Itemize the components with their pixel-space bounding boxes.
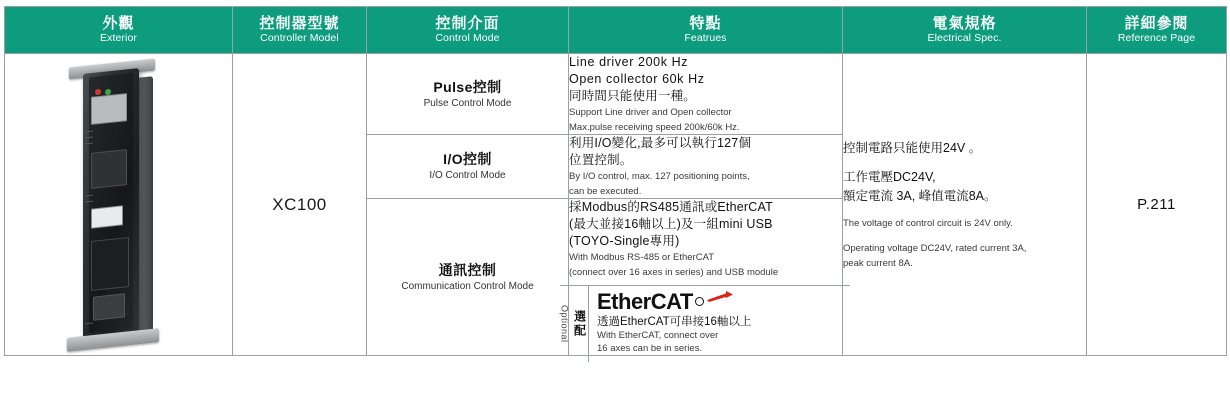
ethercat-detail <box>589 286 850 362</box>
connector-usb-port <box>91 205 123 228</box>
features-communication <box>559 199 843 356</box>
control-mode-pulse-en: Pulse Control Mode <box>423 97 512 109</box>
header-features-zh: 特點 <box>689 15 722 32</box>
control-mode-io-en: I/O Control Mode <box>429 170 506 181</box>
header-control-mode <box>367 7 569 54</box>
control-mode-pulse-zh: Pulse控制 <box>433 78 502 95</box>
features-io-line-2: 位置控制。 <box>569 153 633 167</box>
control-mode-communication <box>367 199 569 356</box>
table-row <box>5 54 1227 135</box>
control-mode-communication-en: Communication Control Mode <box>401 280 534 292</box>
exterior-image-cell <box>5 54 233 356</box>
features-pulse-line-2: Open collector 60k Hz <box>569 72 705 86</box>
header-exterior-zh: 外觀 <box>102 15 135 32</box>
ethercat-text-en-2: 16 axes can be in series. <box>597 342 703 354</box>
control-mode-communication-zh: 通訊控制 <box>438 261 497 278</box>
electrical-en-1: The voltage of control circuit is 24V only. <box>843 217 1013 229</box>
status-led-red-icon <box>95 88 101 95</box>
control-mode-pulse <box>367 54 569 135</box>
connector-power-port <box>93 293 125 320</box>
ethercat-logo-cat: CAT <box>650 289 693 314</box>
electrical-en-3: peak current 8A. <box>843 257 913 269</box>
controller-photo <box>39 55 199 355</box>
status-led-green-icon <box>105 88 111 95</box>
ethercat-arrows-icon <box>707 284 733 308</box>
features-pulse-line-3: 同時間只能使用一種。 <box>569 89 697 103</box>
header-exterior-en: Exterior <box>100 32 137 44</box>
controller-model-value: XC100 <box>233 54 367 356</box>
header-features <box>569 7 843 54</box>
header-exterior <box>5 7 233 54</box>
electrical-zh-3: 額定電流 3A, 峰值電流8A。 <box>843 188 997 203</box>
features-io-en-2: can be executed. <box>569 185 642 197</box>
electrical-spec-cell <box>843 54 1087 356</box>
connector-io-port <box>91 149 127 189</box>
reference-page-value[interactable]: P.211 <box>1087 54 1227 356</box>
features-pulse-en-1: Support Line driver and Open collector <box>569 107 732 118</box>
table-header-row <box>5 7 1227 54</box>
ethercat-logo <box>597 290 844 314</box>
header-control-mode-zh: 控制介面 <box>435 15 500 32</box>
header-electrical-spec-en: Electrical Spec. <box>927 32 1002 44</box>
header-reference-page <box>1087 7 1227 54</box>
ethercat-text-zh: 透過EtherCAT可串接16軸以上 <box>597 316 752 328</box>
optional-label-zh: 選配 <box>572 310 587 338</box>
header-controller-model-en: Controller Model <box>260 32 339 44</box>
features-comm-line-3: (TOYO-Single專用) <box>569 234 680 248</box>
electrical-zh-1: 控制電路只能使用24V 。 <box>843 140 982 155</box>
connector-terminal-block <box>91 93 127 125</box>
control-mode-io-zh: I/O控制 <box>443 151 492 167</box>
features-pulse <box>569 54 843 135</box>
features-comm-en-1: With Modbus RS-485 or EtherCAT <box>569 252 715 263</box>
controller-spec-table <box>4 6 1227 356</box>
ethercat-logo-dot-icon <box>695 297 704 306</box>
header-controller-model-zh: 控制器型號 <box>259 15 340 32</box>
header-reference-page-en: Reference Page <box>1117 32 1196 44</box>
ethercat-optional-box <box>560 285 850 362</box>
header-controller-model <box>233 7 367 54</box>
electrical-zh-2: 工作電壓DC24V, <box>843 169 936 184</box>
features-comm-line-2: (最大並接16軸以上)及一組mini USB <box>569 217 773 231</box>
ethercat-text-en-1: With EtherCAT, connect over <box>597 330 719 341</box>
features-pulse-line-1: Line driver 200k Hz <box>569 55 689 69</box>
ethercat-logo-ether: Ether <box>597 289 651 314</box>
electrical-en-2: Operating voltage DC24V, rated current 3A, <box>843 242 1027 254</box>
header-reference-page-zh: 詳細參閱 <box>1124 15 1189 32</box>
features-comm-line-1: 採Modbus的RS485通訊或EtherCAT <box>569 200 773 214</box>
features-io-line-1: 利用I/O變化,最多可以執行127個 <box>569 136 752 150</box>
connector-motor-port <box>91 237 129 291</box>
optional-label-vertical <box>560 286 589 362</box>
features-pulse-en-2: Max.pulse receiving speed 200k/60k Hz. <box>569 121 740 133</box>
header-electrical-spec-zh: 電氣規格 <box>932 15 997 32</box>
features-comm-en-2: (connect over 16 axes in series) and USB module <box>569 266 779 278</box>
optional-label-en: Optional <box>559 305 570 343</box>
header-control-mode-en: Control Mode <box>435 32 500 44</box>
features-io-en-1: By I/O control, max. 127 positioning points, <box>569 171 750 182</box>
control-mode-io <box>367 135 569 199</box>
header-features-en: Featrues <box>684 32 727 44</box>
features-io <box>569 135 843 199</box>
header-electrical-spec <box>843 7 1087 54</box>
